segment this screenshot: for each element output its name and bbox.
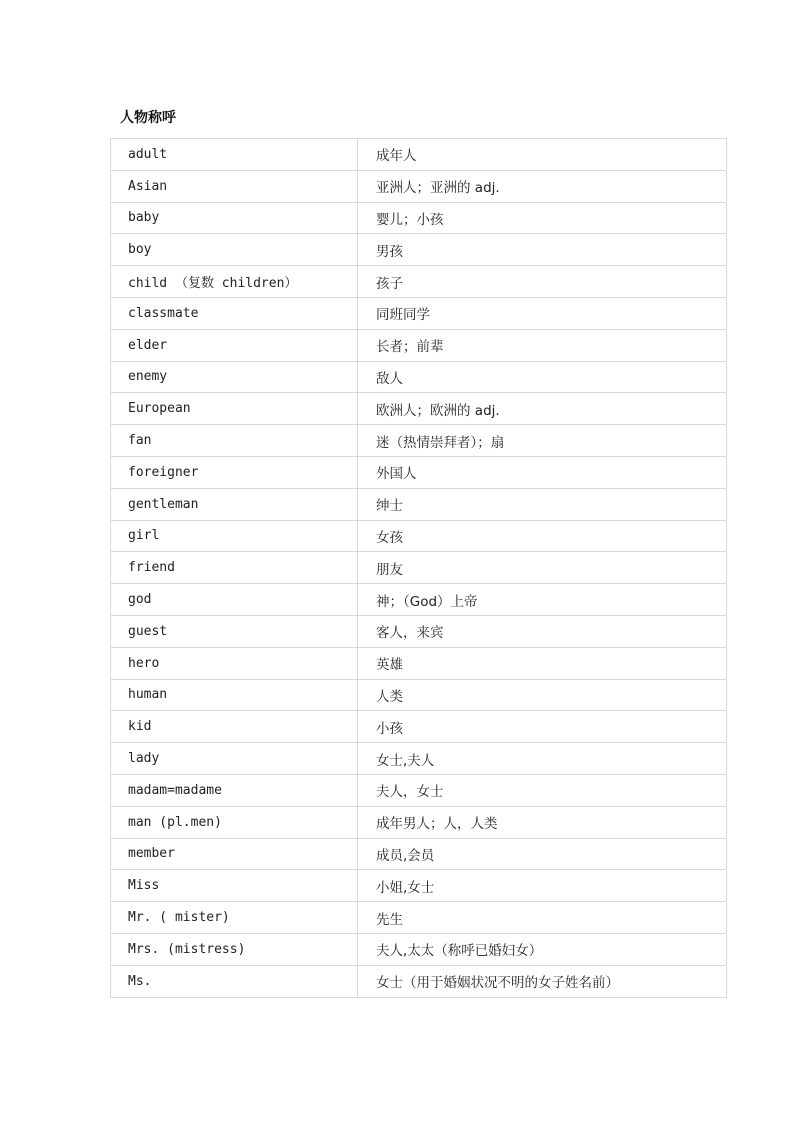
english-word-cell: adult	[111, 139, 358, 171]
english-word-cell: baby	[111, 202, 358, 234]
english-word-cell: fan	[111, 425, 358, 457]
chinese-meaning-cell: 成员,会员	[358, 838, 727, 870]
table-row	[111, 902, 727, 934]
english-word-cell: Miss	[111, 870, 358, 902]
english-word-cell: European	[111, 393, 358, 425]
table-row	[111, 774, 727, 806]
table-row	[111, 552, 727, 584]
chinese-meaning-cell: 女孩	[358, 520, 727, 552]
chinese-meaning-cell: 成年男人；人，人类	[358, 806, 727, 838]
table-row	[111, 425, 727, 457]
chinese-meaning-cell: 亚洲人；亚洲的 adj.	[358, 170, 727, 202]
table-row	[111, 647, 727, 679]
table-row	[111, 584, 727, 616]
english-word-cell: Mrs. (mistress)	[111, 933, 358, 965]
table-row	[111, 234, 727, 266]
english-word-cell: gentleman	[111, 488, 358, 520]
table-row	[111, 743, 727, 775]
table-row	[111, 393, 727, 425]
english-word-cell: guest	[111, 615, 358, 647]
table-row	[111, 488, 727, 520]
chinese-meaning-cell: 人类	[358, 679, 727, 711]
english-word-cell: enemy	[111, 361, 358, 393]
english-word-cell: friend	[111, 552, 358, 584]
table-row	[111, 170, 727, 202]
chinese-meaning-cell: 敌人	[358, 361, 727, 393]
english-word-cell: Mr. ( mister)	[111, 902, 358, 934]
chinese-meaning-cell: 男孩	[358, 234, 727, 266]
table-row	[111, 139, 727, 171]
chinese-meaning-cell: 小孩	[358, 711, 727, 743]
english-word-cell: hero	[111, 647, 358, 679]
table-row	[111, 933, 727, 965]
chinese-meaning-cell: 客人，来宾	[358, 615, 727, 647]
table-row	[111, 806, 727, 838]
chinese-meaning-cell: 小姐,女士	[358, 870, 727, 902]
chinese-meaning-cell: 女士（用于婚姻状况不明的女子姓名前）	[358, 965, 727, 997]
chinese-meaning-cell: 同班同学	[358, 297, 727, 329]
table-row	[111, 520, 727, 552]
chinese-meaning-cell: 长者；前辈	[358, 329, 727, 361]
english-word-cell: kid	[111, 711, 358, 743]
chinese-meaning-cell: 先生	[358, 902, 727, 934]
table-row	[111, 266, 727, 298]
english-word-cell: classmate	[111, 297, 358, 329]
english-word-cell: Asian	[111, 170, 358, 202]
chinese-meaning-cell: 欧洲人；欧洲的 adj.	[358, 393, 727, 425]
table-row	[111, 870, 727, 902]
page-title: 人物称呼	[120, 110, 176, 126]
english-word-cell: Ms.	[111, 965, 358, 997]
table-row	[111, 615, 727, 647]
english-word-cell: member	[111, 838, 358, 870]
vocabulary-table-body	[111, 139, 727, 998]
english-word-cell: boy	[111, 234, 358, 266]
chinese-meaning-cell: 英雄	[358, 647, 727, 679]
chinese-meaning-cell: 神；（God）上帝	[358, 584, 727, 616]
chinese-meaning-cell: 朋友	[358, 552, 727, 584]
vocabulary-table	[110, 138, 727, 998]
table-row	[111, 679, 727, 711]
chinese-meaning-cell: 夫人,太太（称呼已婚妇女）	[358, 933, 727, 965]
english-word-cell: elder	[111, 329, 358, 361]
table-row	[111, 297, 727, 329]
english-word-cell: lady	[111, 743, 358, 775]
chinese-meaning-cell: 女士,夫人	[358, 743, 727, 775]
english-word-cell: foreigner	[111, 456, 358, 488]
chinese-meaning-cell: 孩子	[358, 266, 727, 298]
english-word-cell: god	[111, 584, 358, 616]
table-row	[111, 361, 727, 393]
table-row	[111, 711, 727, 743]
english-word-cell: girl	[111, 520, 358, 552]
english-word-cell: madam=madame	[111, 774, 358, 806]
english-word-cell: human	[111, 679, 358, 711]
table-row	[111, 456, 727, 488]
table-row	[111, 329, 727, 361]
table-row	[111, 838, 727, 870]
chinese-meaning-cell: 外国人	[358, 456, 727, 488]
chinese-meaning-cell: 成年人	[358, 139, 727, 171]
chinese-meaning-cell: 夫人，女士	[358, 774, 727, 806]
chinese-meaning-cell: 婴儿；小孩	[358, 202, 727, 234]
table-row	[111, 965, 727, 997]
chinese-meaning-cell: 迷（热情崇拜者）；扇	[358, 425, 727, 457]
english-word-cell: child （复数 children）	[111, 266, 358, 298]
chinese-meaning-cell: 绅士	[358, 488, 727, 520]
table-row	[111, 202, 727, 234]
english-word-cell: man (pl.men)	[111, 806, 358, 838]
